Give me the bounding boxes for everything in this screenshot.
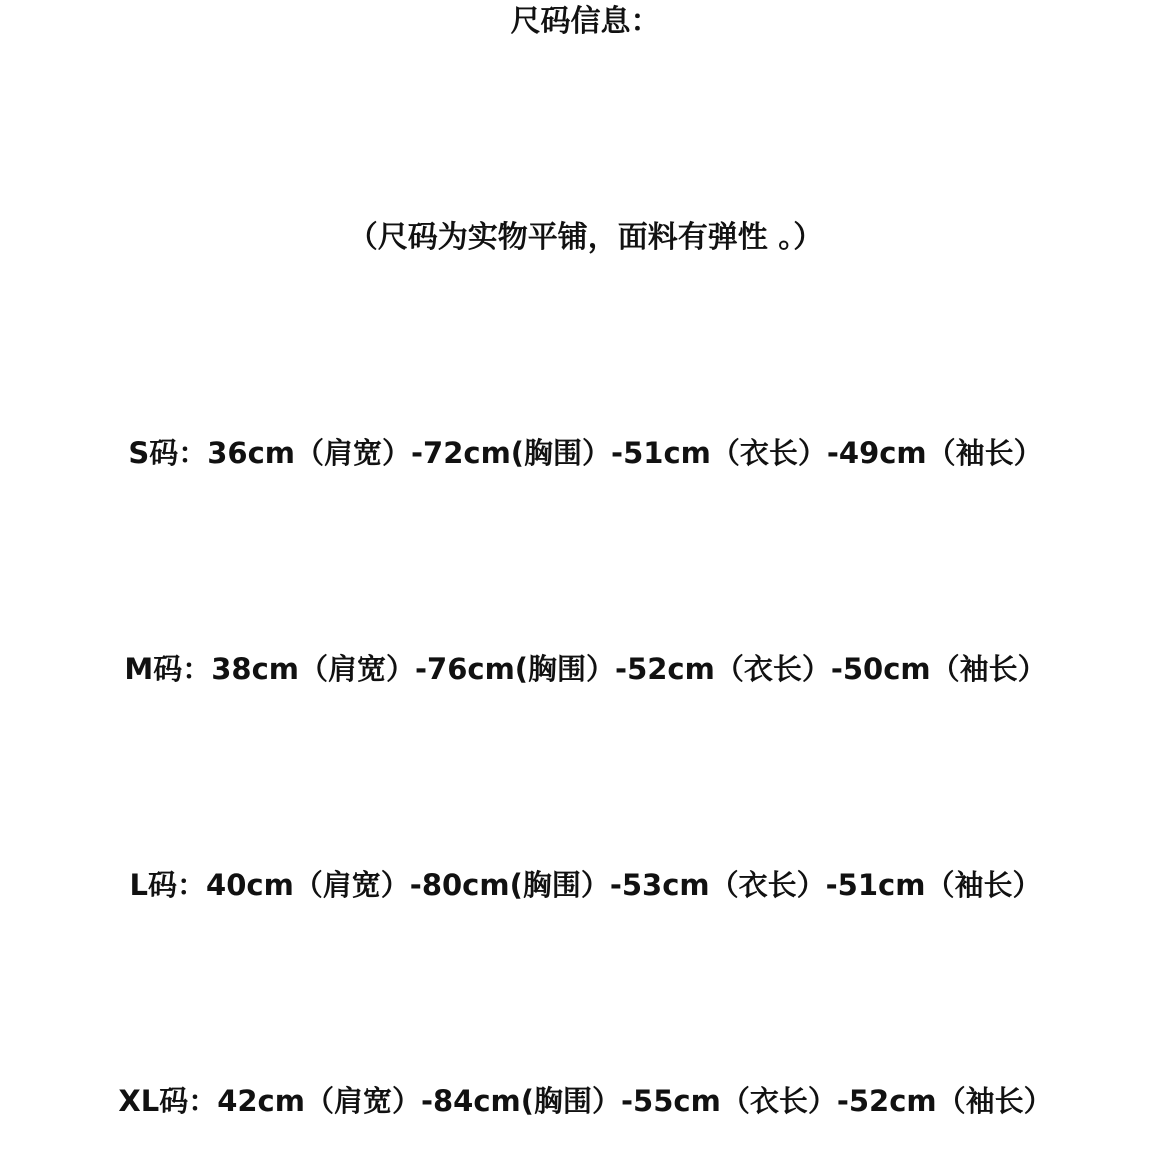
size-row-s: S码：36cm（肩宽）-72cm(胸围）-51cm（衣长）-49cm（袖长）	[128, 436, 1043, 470]
measurement-note: （尺码为实物平铺，面料有弹性 。）	[347, 220, 824, 255]
size-row-m: M码：38cm（肩宽）-76cm(胸围）-52cm（衣长）-50cm（袖长）	[124, 652, 1047, 686]
size-row-xl: XL码：42cm（肩宽）-84cm(胸围）-55cm（衣长）-52cm（袖长）	[118, 1084, 1053, 1118]
size-row-l: L码：40cm（肩宽）-80cm(胸围）-53cm（衣长）-51cm（袖长）	[129, 868, 1042, 902]
size-info-title: 尺码信息：	[510, 4, 661, 39]
